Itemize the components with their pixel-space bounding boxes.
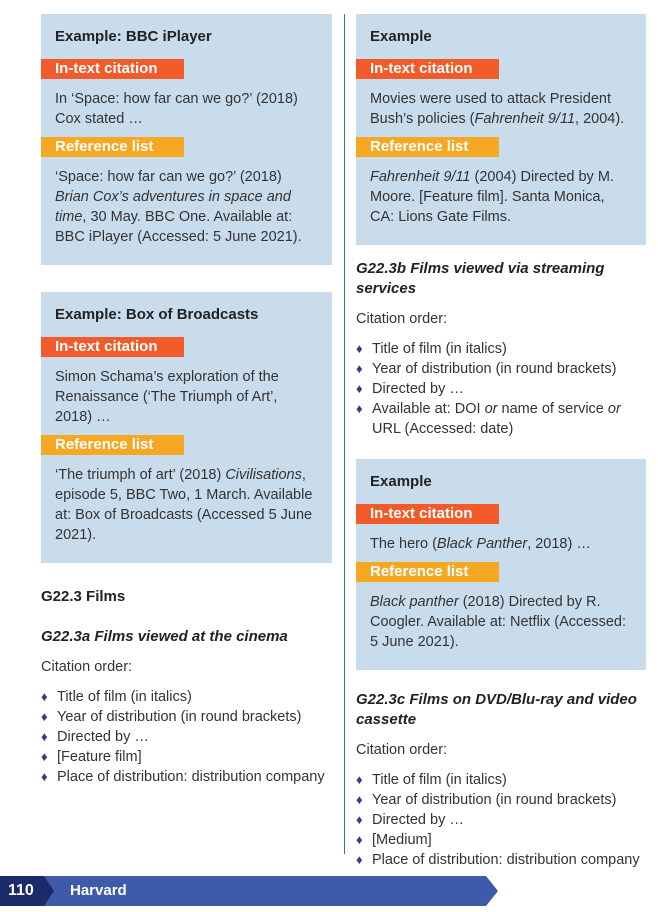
list-item-emphasis: or [484, 401, 498, 417]
in-text-citation-label: In-text citation [356, 59, 499, 79]
example-title: Example [370, 28, 432, 45]
list-item [41, 707, 332, 727]
example-box-box-of-broadcasts [41, 292, 332, 563]
footer-title: Harvard [70, 882, 127, 899]
reference-list-text [356, 592, 646, 652]
diamond-bullet-icon: ♦ [41, 749, 48, 764]
reference-list-label: Reference list [356, 562, 499, 582]
list-item-emphasis: or [607, 401, 621, 417]
diamond-bullet-icon: ♦ [356, 772, 363, 787]
list-item-text: Year of distribution (in round brackets) [372, 361, 617, 377]
list-item-text: Place of distribution: distribution company [57, 769, 325, 785]
example-title: Example [370, 473, 432, 490]
left-column [41, 14, 332, 787]
in-text-citation-text: In ‘Space: how far can we go?’ (2018) Cox stated … [55, 91, 298, 127]
citation-text: Movies were used to attack President Bush’s policies ( [370, 91, 611, 127]
reference-text: , 30 May. BBC One. Available at: BBC iPlayer (Accessed: 5 June 2021). [55, 209, 302, 245]
citation-order-list [41, 687, 332, 787]
reference-list-label: Reference list [356, 137, 499, 157]
page-footer [0, 876, 500, 906]
list-item [356, 810, 646, 830]
right-column [356, 14, 646, 870]
film-title-italic: Black Panther [436, 536, 528, 552]
citation-order-label: Citation order: [41, 659, 133, 675]
in-text-citation-label: In-text citation [41, 59, 184, 79]
diamond-bullet-icon: ♦ [356, 381, 363, 396]
list-item-text: URL (Accessed: date) [372, 421, 514, 437]
diamond-bullet-icon: ♦ [356, 792, 363, 807]
list-item-text: Directed by … [57, 729, 149, 745]
reference-text: (2018) Directed by R. Coogler. Available at: Netflix (Accessed: 5 June 2021). [370, 594, 627, 650]
example-box-black-panther [356, 459, 646, 670]
in-text-citation-label: In-text citation [41, 337, 184, 357]
reference-list-text [41, 465, 332, 545]
list-item-text: Year of distribution (in round brackets) [372, 792, 617, 808]
diamond-bullet-icon: ♦ [41, 689, 48, 704]
list-item [356, 770, 646, 790]
film-title-italic: Fahrenheit 9/11 [474, 111, 576, 127]
in-text-citation-text [356, 89, 646, 129]
list-item [356, 379, 646, 399]
in-text-citation-text: Simon Schama’s exploration of the Renaissance (‘The Triumph of Art’, 2018) … [55, 369, 279, 425]
list-item [41, 687, 332, 707]
citation-order-label: Citation order: [356, 311, 448, 327]
example-box-bbc-iplayer [41, 14, 332, 265]
citation-order-label: Citation order: [356, 742, 448, 758]
diamond-bullet-icon: ♦ [356, 361, 363, 376]
reference-list-text [41, 167, 332, 247]
subsection-heading: G22.3a Films viewed at the cinema [41, 628, 288, 645]
list-item [41, 727, 332, 747]
list-item-text: name of service [497, 401, 608, 417]
reference-text: (2004) Directed by M. Moore. [Feature film]. Santa Monica, CA: Lions Gate Films. [370, 169, 614, 225]
reference-title-italic: Civilisations [225, 467, 302, 483]
list-item-text: Title of film (in italics) [372, 341, 507, 357]
subsection-heading: G22.3c Films on DVD/Blu-ray and video cassette [356, 691, 637, 728]
diamond-bullet-icon: ♦ [356, 341, 363, 356]
in-text-citation-text [356, 534, 646, 554]
list-item-text: Title of film (in italics) [57, 689, 192, 705]
citation-order-list [356, 339, 646, 439]
reference-title-italic: Brian Cox’s adventures in space and time [55, 189, 291, 225]
diamond-bullet-icon: ♦ [356, 401, 363, 416]
list-item-text: Year of distribution (in round brackets) [57, 709, 302, 725]
list-item-text: Directed by … [372, 381, 464, 397]
diamond-bullet-icon: ♦ [356, 852, 363, 867]
diamond-bullet-icon: ♦ [356, 812, 363, 827]
reference-list-label: Reference list [41, 435, 184, 455]
list-item-text: Available at: DOI [372, 401, 485, 417]
page-number-arrow-shape [44, 876, 54, 906]
list-item [41, 767, 332, 787]
film-title-italic: Black panther [370, 594, 459, 610]
diamond-bullet-icon: ♦ [41, 729, 48, 744]
reference-text: , episode 5, BBC Two, 1 March. Available at: Box of Broadcasts (Accessed 5 June 2021). [55, 467, 313, 543]
list-item [356, 359, 646, 379]
list-item-text: Directed by … [372, 812, 464, 828]
reference-text: ‘The triumph of art’ (2018) [55, 467, 226, 483]
footer-arrow-shape [486, 876, 498, 906]
list-item-text: [Feature film] [57, 749, 142, 765]
list-item-text: Title of film (in italics) [372, 772, 507, 788]
citation-text: The hero ( [370, 536, 437, 552]
list-item [356, 830, 646, 850]
citation-order-list [356, 770, 646, 870]
list-item [41, 747, 332, 767]
film-title-italic: Fahrenheit 9/11 [370, 169, 471, 185]
reference-list-text [356, 167, 646, 227]
list-item [356, 339, 646, 359]
example-title: Example: Box of Broadcasts [55, 306, 259, 323]
column-divider [344, 14, 345, 854]
citation-text: , 2004). [575, 111, 625, 127]
subsection-heading: G22.3b Films viewed via streaming services [356, 260, 605, 297]
list-item-text: Place of distribution: distribution company [372, 852, 640, 868]
in-text-citation-label: In-text citation [356, 504, 499, 524]
list-item [356, 790, 646, 810]
example-title: Example: BBC iPlayer [55, 28, 212, 45]
citation-text: , 2018) … [527, 536, 591, 552]
list-item [356, 850, 646, 870]
reference-list-label: Reference list [41, 137, 184, 157]
section-heading: G22.3 Films [41, 588, 126, 605]
diamond-bullet-icon: ♦ [41, 769, 48, 784]
example-box-fahrenheit [356, 14, 646, 245]
diamond-bullet-icon: ♦ [356, 832, 363, 847]
diamond-bullet-icon: ♦ [41, 709, 48, 724]
list-item [356, 399, 646, 439]
reference-text: ‘Space: how far can we go?’ (2018) [55, 169, 282, 185]
list-item-text: [Medium] [372, 832, 432, 848]
page-number: 110 [8, 882, 34, 899]
